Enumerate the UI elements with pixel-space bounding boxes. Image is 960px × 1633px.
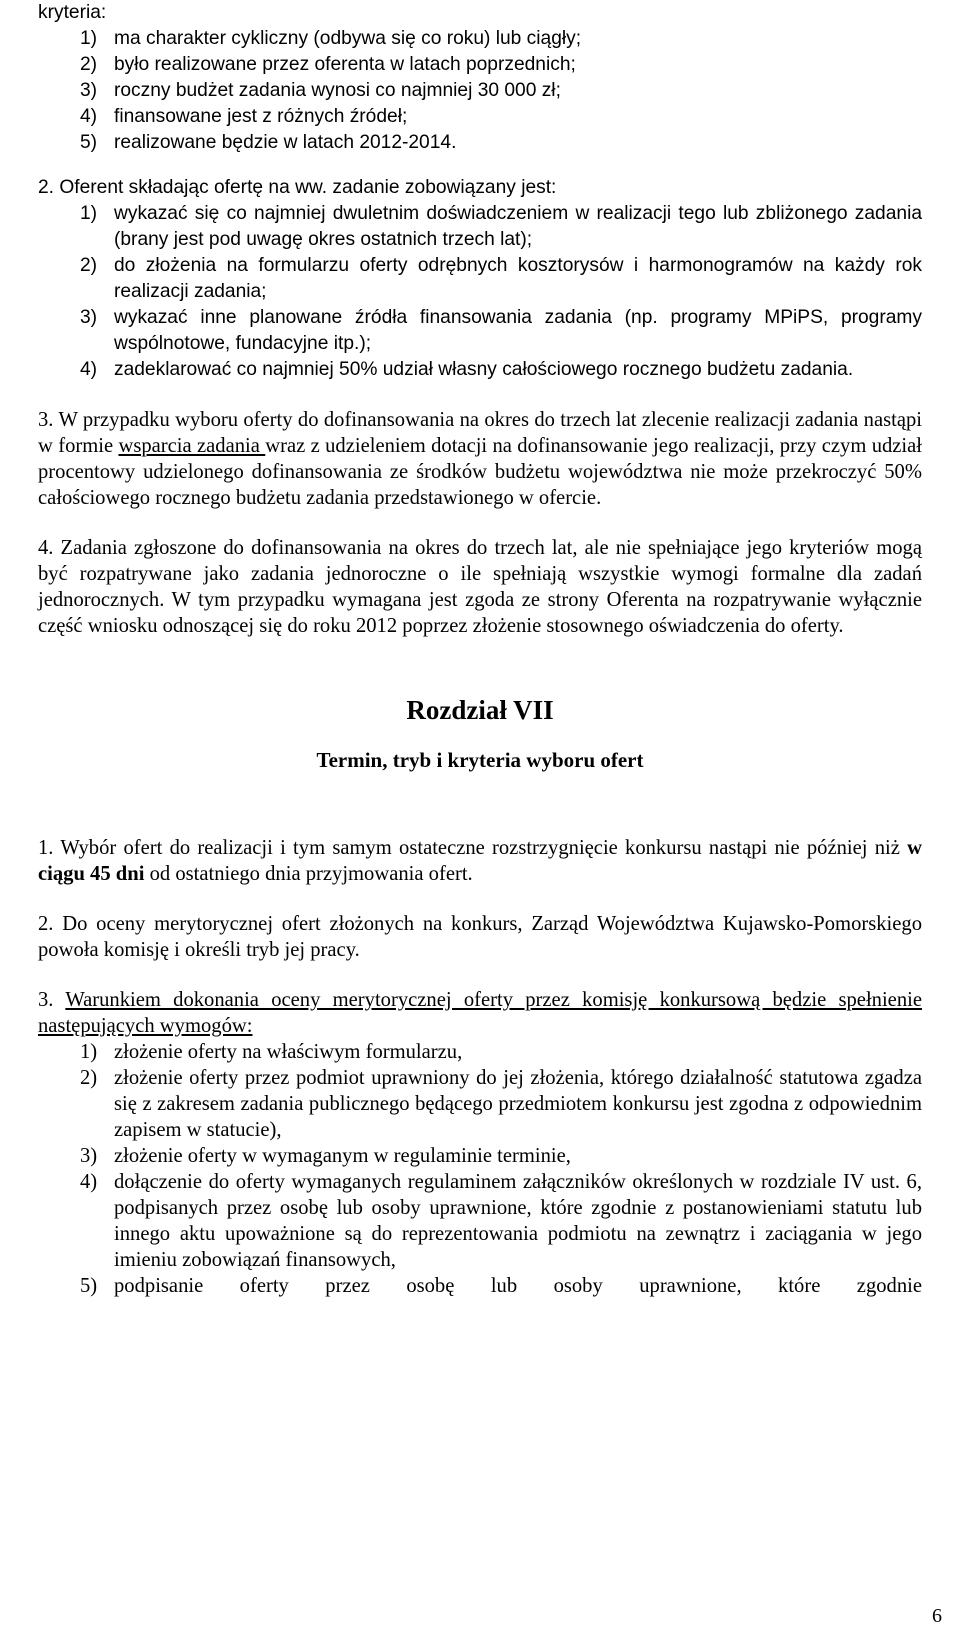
list-item: 3) złożenie oferty w wymaganym w regulaminie terminie, <box>80 1144 571 1167</box>
list-item: 4) dołączenie do oferty wymaganych regulaminem załączników określonych w rozdziale IV ust. 6, podpisanych przez osobę lub osoby uprawnione, które zgodnie z postanowieniami statutu lub innego aktu upoważnione są do reprezentowania podmiotu na zewnątrz i zaciągania w jego imieniu zobowiązań finansowych, <box>80 1170 922 1271</box>
paragraph-number: 2. <box>38 177 55 198</box>
chapter-title: Rozdział VII <box>406 695 554 725</box>
chapter-subtitle: Termin, tryb i kryteria wyboru ofert <box>316 748 644 773</box>
section-3: 3. Warunkiem dokonania oceny merytorycznej oferty przez komisję konkursową będzie spełnienie następujących wymogów: 1) złożenie oferty na właściwym formularzu, 2) złożenie oferty przez podmiot uprawniony do jej złożenia, którego działalność statutowa zgadza się z zakresem zadania publicznego będącego przedmiotem konkursu jest zgodna z odpowiednim zapisem w statucie), 3) złożenie oferty w wymaganym w regulaminie terminie, 4) dołączenie do oferty wymaganych regulaminem załączników określonych w rozdziale IV ust. 6, podpisanych przez osobę lub osoby uprawnione, które zgodnie z postanowieniami statutu lub innego aktu upoważnione są do reprezentowania podmiotu na zewnątrz i zaciągania w jego imieniu zobowiązań finansowych, 5) podpisanie oferty przez osobę lub osoby uprawnione, które zgodnie <box>38 988 922 1297</box>
paragraph-number: 3. <box>38 409 54 431</box>
list-item: 2) do złożenia na formularzu oferty odrębnych kosztorysów i harmonogramów na każdy rok realizacji zadania; <box>80 255 922 302</box>
list-item: 5) realizowane będzie w latach 2012-2014. <box>80 132 457 153</box>
paragraph-number: 3. <box>38 988 54 1011</box>
list-item: 3) wykazać inne planowane źródła finansowania zadania (np. programy MPiPS, programy wspólnotowe, fundacyjne itp.); <box>80 307 922 354</box>
section-1: 1. Wybór ofert do realizacji i tym samym ostateczne rozstrzygnięcie konkursu nastąpi nie później niż w ciągu 45 dni od ostatniego dnia przyjmowania ofert. <box>38 836 922 885</box>
paragraph-number: 2. <box>38 912 54 935</box>
requirements-list <box>38 1039 922 1299</box>
list-item: 1) ma charakter cykliczny (odbywa się co roku) lub ciągły; <box>80 28 582 49</box>
criteria-list <box>38 26 922 156</box>
list-item: 3) roczny budżet zadania wynosi co najmniej 30 000 zł; <box>80 80 561 101</box>
list-item: 5) podpisanie oferty przez osobę lub osoby uprawnione, które zgodnie <box>80 1274 922 1297</box>
paragraph-number: 4. <box>38 537 54 559</box>
paragraph-2: 2. Oferent składając ofertę na ww. zadanie zobowiązany jest: 1) wykazać się co najmniej dwuletnim doświadczeniem w realizacji tego lub zbliżonego zadania (brany jest pod uwagę okres ostatnich trzech lat); 2) do złożenia na formularzu oferty odrębnych kosztorysów i harmonogramów na każdy rok realizacji zadania; 3) wykazać inne planowane źródła finansowania zadania (np. programy MPiPS, programy wspólnotowe, fundacyjne itp.); 4) zadeklarować co najmniej 50% udział własny całościowego rocznego budżetu zadania. <box>38 175 922 383</box>
list-item: 4) zadeklarować co najmniej 50% udział własny całościowego rocznego budżetu zadania. <box>80 359 854 380</box>
list-item: 2) złożenie oferty przez podmiot uprawniony do jej złożenia, którego działalność statutowa zgadza się z zakresem zadania publicznego będącego przedmiotem konkursu jest zgodna z odpowiednim zapisem w statucie), <box>80 1066 922 1141</box>
list-item: 2) było realizowane przez oferenta w latach poprzednich; <box>80 54 576 75</box>
paragraph-4: 4. Zadania zgłoszone do dofinansowania na okres do trzech lat, ale nie spełniające jego kryteriów mogą być rozpatrywane jako zadania jednoroczne o ile spełniają wszystkie wymogi formalne dla zadań jednorocznych. W tym przypadku wymagana jest zgoda ze strony Oferenta na rozpatrywanie wyłącznie część wniosku odnoszącej się do roku 2012 poprzez złożenie stosownego oświadczenia do oferty. <box>38 537 922 637</box>
list-item: 4) finansowane jest z różnych źródeł; <box>80 106 408 127</box>
paragraph-3: 3. W przypadku wyboru oferty do dofinansowania na okres do trzech lat zlecenie realizacji zadania nastąpi w formie wsparcia zadania wraz z udzieleniem dotacji na dofinansowanie jego realizacji, przy czym udział procentowy udzielonego dofinansowania ze środków budżetu województwa nie może przekroczyć 50% całościowego rocznego budżetu zadania przedstawionego w ofercie. <box>38 409 923 509</box>
section-2: 2. Do oceny merytorycznej ofert złożonych na konkurs, Zarząd Województwa Kujawsko-Pomorskiego powoła komisję i określi tryb jej pracy. <box>38 912 922 961</box>
paragraph-number: 1. <box>38 836 54 859</box>
list-item: 1) wykazać się co najmniej dwuletnim doświadczeniem w realizacji tego lub zbliżonego zadania (brany jest pod uwagę okres ostatnich trzech lat); <box>80 203 922 250</box>
list-item: 1) złożenie oferty na właściwym formularzu, <box>80 1040 463 1063</box>
obligations-list <box>38 201 922 383</box>
intro-text: kryteria: <box>38 2 107 23</box>
page-number: 6 <box>932 1605 942 1627</box>
